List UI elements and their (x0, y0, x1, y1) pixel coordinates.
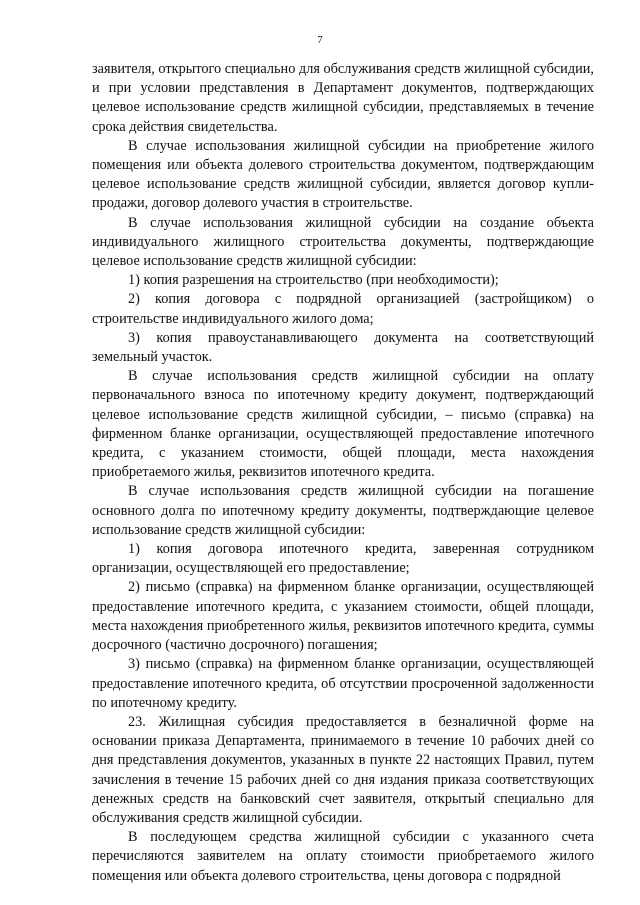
paragraph-continuation: заявителя, открытого специально для обслуживания средств жилищной субсидии, и при условии представления в Департамент документов, подтверждающих целевое использование средств жилищной субсидии, представляемых в течение срока действия свидетельства. (92, 61, 594, 135)
list-item: 2) письмо (справка) на фирменном бланке организации, осуществляющей предоставление ипотечного кредита, с указанием стоимости, общей площади, места нахождения приобретенного жилья, реквизитов ипотечного кредита, суммы досрочного (частично досрочного) погашения; (92, 579, 594, 654)
paragraph-mortgage-down-payment: В случае использования средств жилищной субсидии на оплату первоначального взноса по ипотечному кредиту документ, подтверждающий целевое использование средств жилищной субсидии, – письмо (справка) на фирменном бланке организации, осуществляющей предоставление ипотечного кредита, с указанием стоимости, общей площади, места нахождения приобретаемого жилья, реквизитов ипотечного кредита. (92, 368, 594, 481)
list-item: 3) копия правоустанавливающего документа на соответствующий земельный участок. (92, 329, 594, 366)
list-item: 3) письмо (справка) на фирменном бланке организации, осуществляющей предоставление ипотечного кредита, об отсутствии просроченной задолженности по ипотечному кредиту. (92, 656, 594, 711)
list-item: 1) копия разрешения на строительство (при необходимости); (128, 272, 499, 289)
document-body (92, 60, 594, 886)
list-item: 2) копия договора с подрядной организацией (застройщиком) о строительстве индивидуального жилого дома; (92, 291, 594, 327)
paragraph-individual-construction: В случае использования жилищной субсидии на создание объекта индивидуального жилищного строительства документы, подтверждающие целевое использование средств жилищной субсидии: (92, 214, 594, 270)
page-number: 7 (317, 34, 323, 46)
paragraph-subsequent-transfer: В последующем средства жилищной субсидии с указанного счета перечисляются заявителем на оплату стоимости приобретаемого жилого помещения или объекта долевого строительства, цены договора с подрядной (92, 829, 594, 884)
paragraph-clause-23: 23. Жилищная субсидия предоставляется в безналичной форме на основании приказа Департамента, принимаемого в течение 10 рабочих дней со дня представления документов, указанных в пункте 22 настоящих Правил, путем зачисления в течение 15 рабочих дней со дня издания приказа соответствующих денежных средств на банковский счет заявителя, открытый специально для обслуживания средств жилищной субсидии. (92, 713, 594, 826)
paragraph-purchase-contract: В случае использования жилищной субсидии на приобретение жилого помещения или объекта долевого строительства документом, подтверждающим целевое использование средств жилищной субсидии, является договор купли-продажи, договор долевого участия в строительстве. (92, 137, 594, 212)
paragraph-mortgage-repayment: В случае использования средств жилищной субсидии на погашение основного долга по ипотечному кредиту документы, подтверждающие целевое использование средств жилищной субсидии: (92, 483, 594, 538)
list-item: 1) копия договора ипотечного кредита, заверенная сотрудником организации, осуществляющей его предоставление; (92, 541, 594, 577)
